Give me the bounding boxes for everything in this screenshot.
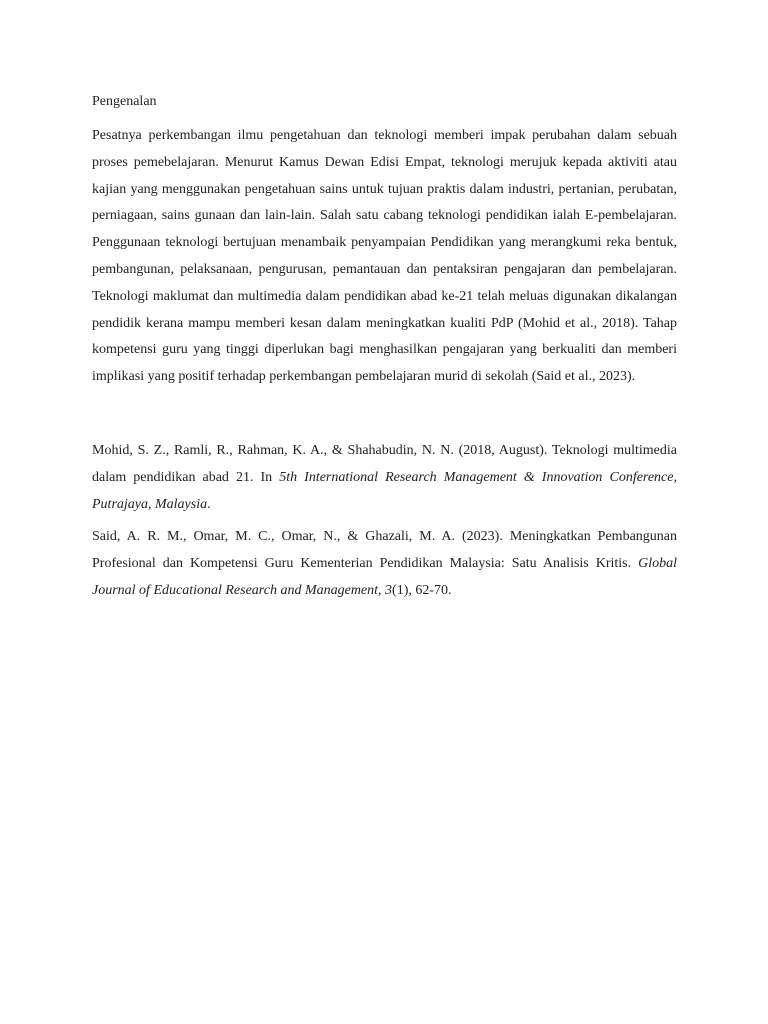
reference-separator: , (378, 582, 386, 598)
reference-item (92, 524, 677, 604)
reference-text-end: . (207, 496, 211, 512)
intro-paragraph: Pesatnya perkembangan ilmu pengetahuan dan teknologi memberi impak perubahan dalam sebuah proses pemebelajaran. Menurut Kamus Dewan Edisi Empat, teknologi merujuk kepada aktiviti atau kajian yang menggunakan pengetahuan sains untuk tujuan praktis dalam industri, pertanian, perubatan, perniagaan, sains gunaan dan lain-lain. Salah satu cabang teknologi pendidikan ialah E-pembelajaran. Penggunaan teknologi bertujuan menambaik penyampaian Pendidikan yang merangkumi reka bentuk, pembangunan, pelaksanaan, pengurusan, pemantauan dan pentaksiran pengajaran dan pembelajaran. Teknologi maklumat dan multimedia dalam pendidikan abad ke-21 telah meluas digunakan dikalangan pendidik kerana mampu memberi kesan dalam meningkatkan kualiti PdP (Mohid et al., 2018). Tahap kompetensi guru yang tinggi diperlukan bagi menghasilkan pengajaran yang berkualiti dan memberi implikasi yang positif terhadap perkembangan pembelajaran murid di sekolah (Said et al., 2023). (92, 128, 677, 385)
reference-item (92, 438, 677, 518)
reference-text: Said, A. R. M., Omar, M. C., Omar, N., & Ghazali, M. A. (2023). Meningkatkan Pembangunan Profesional dan Kompetensi Guru Kementerian Pendidikan Malaysia: Satu Analisis Kritis. (92, 529, 677, 572)
reference-text-end: (1), 62-70. (392, 582, 452, 598)
document-page (92, 91, 677, 611)
section-heading: Pengenalan (92, 94, 157, 109)
reference-journal-title: Global Journal of Educational Research and Management (92, 556, 677, 598)
reference-list (92, 438, 677, 605)
reference-text: Mohid, S. Z., Ramli, R., Rahman, K. A., & Shahabudin, N. N. (2018, August). Teknologi multimedia dalam pendidikan abad 21. In (92, 442, 677, 485)
reference-source-title: 5th International Research Management & Innovation Conference, Putrajaya, Malaysia (92, 469, 677, 512)
reference-volume: 3 (385, 582, 393, 598)
